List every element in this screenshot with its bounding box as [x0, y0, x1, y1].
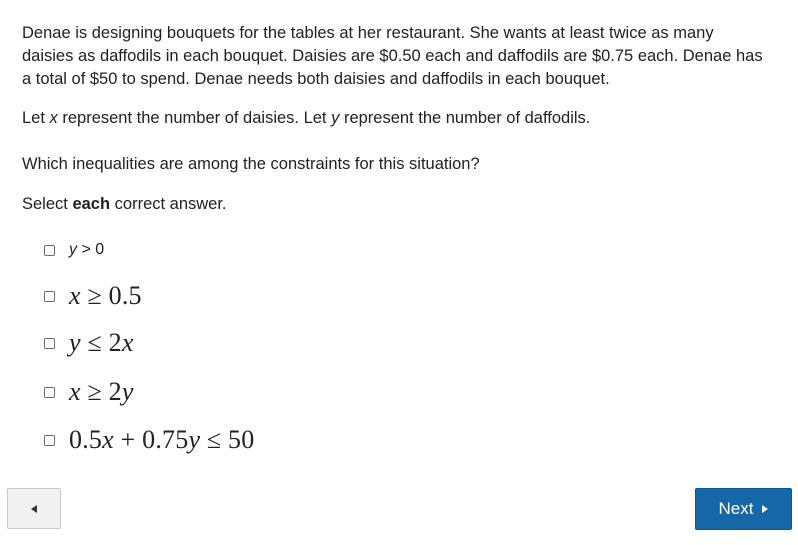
select-suffix: correct answer. [110, 195, 227, 213]
option-5-label[interactable] [69, 425, 254, 455]
option-5-var2: y [188, 425, 201, 454]
option-1-rest: > 0 [77, 241, 105, 258]
option-4-tail-var: y [121, 377, 134, 406]
option-4-label[interactable] [69, 377, 134, 407]
option-3-tail-var: x [121, 328, 134, 357]
select-instruction [22, 193, 767, 216]
option-1-label[interactable] [69, 241, 104, 259]
option-4-var: x [69, 377, 81, 406]
vars-text-2: represent the number of daisies. Let [57, 109, 332, 127]
option-5-lead: 0.5 [69, 425, 103, 454]
option-5-var: x [102, 425, 114, 454]
answer-option-2[interactable] [44, 281, 142, 311]
option-4-rest: ≥ 2 [80, 377, 122, 406]
select-bold: each [72, 195, 111, 213]
option-5-mid: + 0.75 [113, 425, 189, 454]
checkbox-option-5[interactable] [44, 435, 55, 446]
answer-option-5[interactable] [44, 425, 254, 455]
var-y: y [331, 109, 340, 127]
option-2-var: x [69, 281, 81, 310]
option-3-label[interactable] [69, 328, 134, 358]
option-3-var: y [69, 328, 81, 357]
question-prompt: Which inequalities are among the constraints for this situation? [22, 155, 480, 173]
variables-definition [22, 107, 767, 130]
triangle-right-icon [762, 505, 768, 513]
next-button[interactable] [695, 488, 792, 530]
option-2-rest: ≥ 0.5 [80, 281, 142, 310]
answer-option-3[interactable] [44, 328, 134, 358]
next-button-label: Next [718, 499, 754, 518]
back-button[interactable] [7, 488, 61, 529]
option-3-rest: ≤ 2 [80, 328, 122, 357]
vars-text-3: represent the number of daffodils. [339, 109, 591, 127]
triangle-left-icon [31, 505, 37, 513]
checkbox-option-2[interactable] [44, 291, 55, 302]
checkbox-option-3[interactable] [44, 338, 55, 349]
checkbox-option-4[interactable] [44, 387, 55, 398]
scenario-paragraph: Denae is designing bouquets for the tables at her restaurant. She wants at least twice as many daisies as daffodils in each bouquet. Daisies are $0.50 each and daffodils are $0.75 each. Denae has a total of $50 to spend. Denae needs both daisies and daffodils in each bouquet. [22, 24, 763, 88]
option-2-label[interactable] [69, 281, 142, 311]
checkbox-option-1[interactable] [44, 245, 55, 256]
vars-text-1: Let [22, 109, 50, 127]
var-x: x [49, 109, 58, 127]
answer-option-1[interactable] [44, 240, 104, 260]
option-1-var: y [69, 241, 77, 258]
option-5-rest: ≤ 50 [200, 425, 255, 454]
select-prefix: Select [22, 195, 73, 213]
question-text [22, 22, 767, 216]
answer-option-4[interactable] [44, 377, 134, 407]
